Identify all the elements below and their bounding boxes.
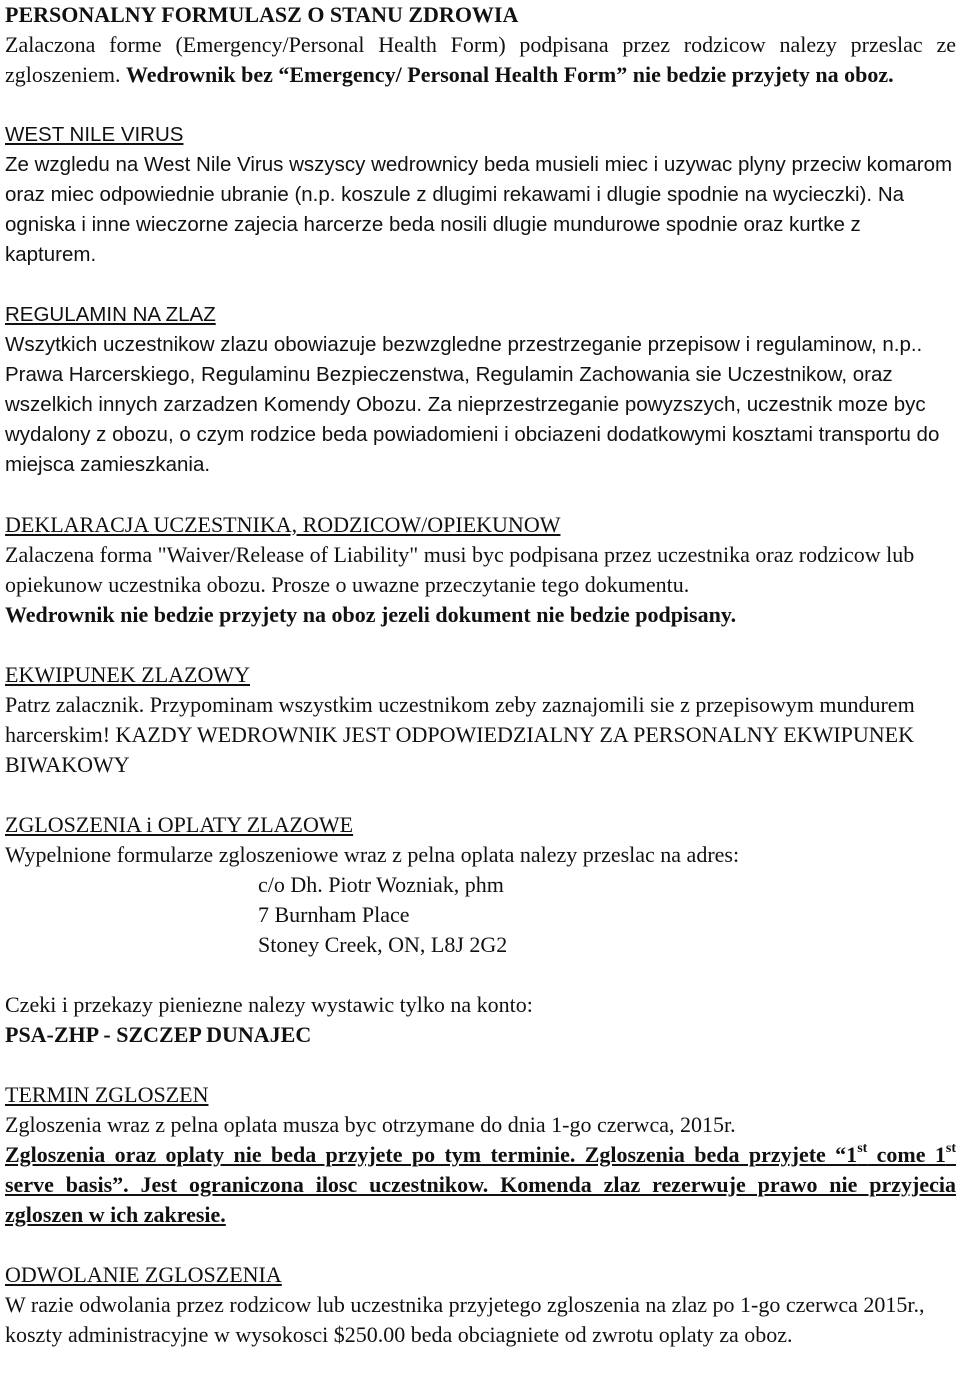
body-text: serve basis”. Jest ograniczona ilosc uczestnikow. Komenda zlaz rezerwuje prawo nie przyjecia zgloszen w ich zakresie. [5,1172,956,1227]
body-text: Na ogniska i inne wieczorne zajecia harcerze beda nosili dlugie mundurowe spodnie oraz kurtke z kapturem. [5,183,905,266]
body-text: come 1 [867,1142,946,1167]
section-cancellation [5,1260,956,1350]
account-name: PSA-ZHP - SZCZEP DUNAJEC [5,1022,312,1047]
section-title: EKWIPUNEK ZLAZOWY [5,662,250,687]
address-line: c/o Dh. Piotr Wozniak, phm [258,872,504,897]
address-line: Stoney Creek, ON, L8J 2G2 [258,932,508,957]
section-body [5,30,956,90]
section-title: ZGLOSZENIA i OPLATY ZLAZOWE [5,812,354,837]
body-text: Wszytkich uczestnikow zlazu obowiazuje bezwzgledne przestrzeganie przepisow i regulaminow, n.p.. [5,333,923,356]
section-deadline [5,1080,956,1230]
section-registration-fees [5,810,956,1050]
section-declaration [5,510,956,630]
section-title: REGULAMIN NA ZLAZ [5,303,216,326]
address-line: 7 Burnham Place [258,902,410,927]
section-body [5,150,956,270]
section-body: Patrz zalacznik. Przypominam wszystkim uczestnikom zeby zaznajomili sie z przepisowym mundurem harcerskim! KAZDY WEDROWNIK JEST ODPOWIEDZIALNY ZA PERSONALNY EKWIPUNEK BIWAKOWY [5,692,915,777]
section-body: Zalaczena forma "Waiver/Release of Liability" musi byc podpisana przez uczestnika oraz rodzicow lub opiekunow uczestnika obozu. Prosze o uwazne przeczytanie tego dokumentu. [5,542,915,597]
body-text: Zgloszenia oraz oplaty nie beda przyjete po tym terminie. Zgloszenia beda przyjete “1 [5,1142,858,1167]
section-title: ODWOLANIE ZGLOSZENIA [5,1262,282,1287]
section-body: W razie odwolania przez rodzicow lub uczestnika przyjetego zgloszenia na zlaz po 1-go czerwca 2015r., koszty administracyjne w wysokosci $250.00 beda obciagniete od zwrotu oplaty za oboz. [5,1292,925,1347]
body-text: Zalaczona forme (Emergency/Personal Health Form) podpisana przez rodzicow nalezy przeslac ze zgloszeniem. [5,32,956,87]
section-body-bold: Wedrownik nie bedzie przyjety na oboz jezeli dokument nie bedzie podpisany. [5,602,737,627]
cheque-instructions: Czeki i przekazy pieniezne nalezy wystawic tylko na konto: [5,992,533,1017]
section-equipment [5,660,956,780]
section-health-form [5,0,956,90]
section-body: Wypelnione formularze zgloszeniowe wraz z pelna oplata nalezy przeslac na adres: [5,842,740,867]
body-text: Prawa Harcerskiego, Regulaminu Bezpieczenstwa, Regulamin Zachowania sie Uczestnikow, oraz wszelkich innych zarzadzen Komendy Obozu. Za nieprzestrzeganie powyzszych, uczestnik moze byc wydalony z obozu, o czym rodzice beda powiadomieni i obciazeni dodatkowymi kosztami transportu do miejsca zamieszkania. [5,363,940,476]
section-title: TERMIN ZGLOSZEN [5,1082,209,1107]
section-west-nile [5,120,956,270]
section-title: WEST NILE VIRUS [5,123,184,146]
superscript: st [857,1140,868,1156]
superscript: st [945,1140,957,1156]
section-title: PERSONALNY FORMULASZ O STANU ZDROWIA [5,2,519,27]
section-title: DEKLARACJA UCZESTNIKA, RODZICOW/OPIEKUNOW [5,512,561,537]
body-text-bold: Wedrownik bez “Emergency/ Personal Health Form” nie bedzie przyjety na oboz. [125,62,894,87]
body-text: Ze wzgledu na West Nile Virus wszyscy wedrownicy beda musieli miec i uzywac plyny przeciw komarom oraz miec odpowiednie ubranie (n.p. koszule z dlugimi rekawami i dlugie spodnie na wycieczki). [5,153,953,206]
section-body-bold-underlined [5,1140,956,1230]
section-body: Zgloszenia wraz z pelna oplata musza byc otrzymane do dnia 1-go czerwca, 2015r. [5,1112,736,1137]
section-regulations [5,300,956,480]
section-body [5,330,956,480]
